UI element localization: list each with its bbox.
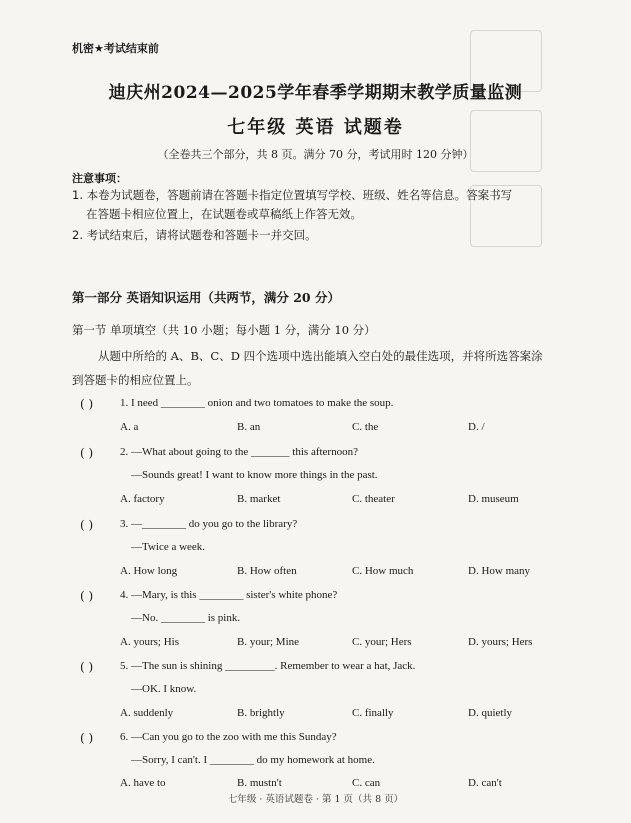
- option-b: B. mustn't: [237, 777, 282, 789]
- option-a: A. have to: [120, 777, 166, 789]
- confidential-label: 机密★考试结束前: [72, 42, 159, 55]
- page-footer: 七年级 · 英语试题卷 · 第 1 页（共 8 页）: [227, 794, 404, 805]
- instructions-line: 从题中所给的 A、B、C、D 四个选项中选出能填入空白处的最佳选项，并将所选答案涂: [98, 349, 543, 363]
- notice-heading: 注意事项：: [72, 172, 127, 185]
- question-reply: —Sounds great! I want to know more things in the past.: [131, 469, 378, 481]
- answer-bracket[interactable]: ( ): [80, 660, 94, 674]
- option-c: C. the: [352, 421, 379, 433]
- question-reply: —Twice a week.: [131, 541, 206, 553]
- answer-bracket[interactable]: ( ): [80, 731, 94, 745]
- notice-line: 在答题卡相应位置上，在试题卷或草稿纸上作答无效。: [86, 207, 362, 221]
- option-d: D. How many: [468, 565, 531, 577]
- question-text: 4. —Mary, is this ________ sister's white phone?: [120, 589, 338, 601]
- question-text: 5. —The sun is shining _________. Remember to wear a hat, Jack.: [120, 660, 416, 672]
- option-b: B. brightly: [237, 707, 285, 719]
- option-c: C. theater: [352, 493, 395, 505]
- answer-bracket[interactable]: ( ): [80, 589, 94, 603]
- option-a: A. suddenly: [120, 707, 174, 719]
- option-b: B. your; Mine: [237, 636, 300, 648]
- option-c: C. your; Hers: [352, 636, 412, 648]
- question-text: 6. —Can you go to the zoo with me this Sunday?: [120, 731, 337, 743]
- notice-line: 1. 本卷为试题卷，答题前请在答题卡指定位置填写学校、班级、姓名等信息。答案书写: [72, 188, 513, 202]
- section1-heading: 第一节 单项填空（共 10 小题；每小题 1 分，满分 10 分）: [72, 323, 376, 337]
- option-b: B. market: [237, 493, 281, 505]
- question-reply: —OK. I know.: [131, 683, 197, 695]
- question-text: 3. —________ do you go to the library?: [120, 518, 298, 530]
- instructions-line: 到答题卡的相应位置上。: [72, 373, 199, 387]
- option-d: D. museum: [468, 493, 519, 505]
- option-d: D. quietly: [468, 707, 512, 719]
- option-a: A. How long: [120, 565, 178, 577]
- option-d: D. /: [468, 421, 485, 433]
- option-d: D. can't: [468, 777, 502, 789]
- answer-bracket[interactable]: ( ): [80, 446, 94, 460]
- option-a: A. a: [120, 421, 139, 433]
- exam-subtitle: 七年级 英语 试题卷: [227, 117, 404, 138]
- notice-line: 2. 考试结束后，请将试题卷和答题卡一并交回。: [72, 228, 317, 242]
- question-reply: —Sorry, I can't. I ________ do my homework at home.: [131, 754, 375, 766]
- exam-info: （全卷共三个部分，共 8 页。满分 70 分，考试用时 120 分钟）: [157, 148, 474, 161]
- part1-heading: 第一部分 英语知识运用（共两节，满分 20 分）: [72, 290, 340, 305]
- exam-title: 迪庆州2024—2025学年春季学期期末教学质量监测: [108, 83, 523, 103]
- question-text: 1. I need ________ onion and two tomatoes to make the soup.: [120, 397, 394, 409]
- option-a: A. yours; His: [120, 636, 179, 648]
- option-b: B. How often: [237, 565, 297, 577]
- question-text: 2. —What about going to the _______ this afternoon?: [120, 446, 358, 458]
- question-reply: —No. ________ is pink.: [131, 612, 241, 624]
- answer-bracket[interactable]: ( ): [80, 397, 94, 411]
- option-c: C. How much: [352, 565, 414, 577]
- option-c: C. finally: [352, 707, 394, 719]
- option-d: D. yours; Hers: [468, 636, 533, 648]
- answer-bracket[interactable]: ( ): [80, 518, 94, 532]
- option-b: B. an: [237, 421, 261, 433]
- option-c: C. can: [352, 777, 381, 789]
- option-a: A. factory: [120, 493, 165, 505]
